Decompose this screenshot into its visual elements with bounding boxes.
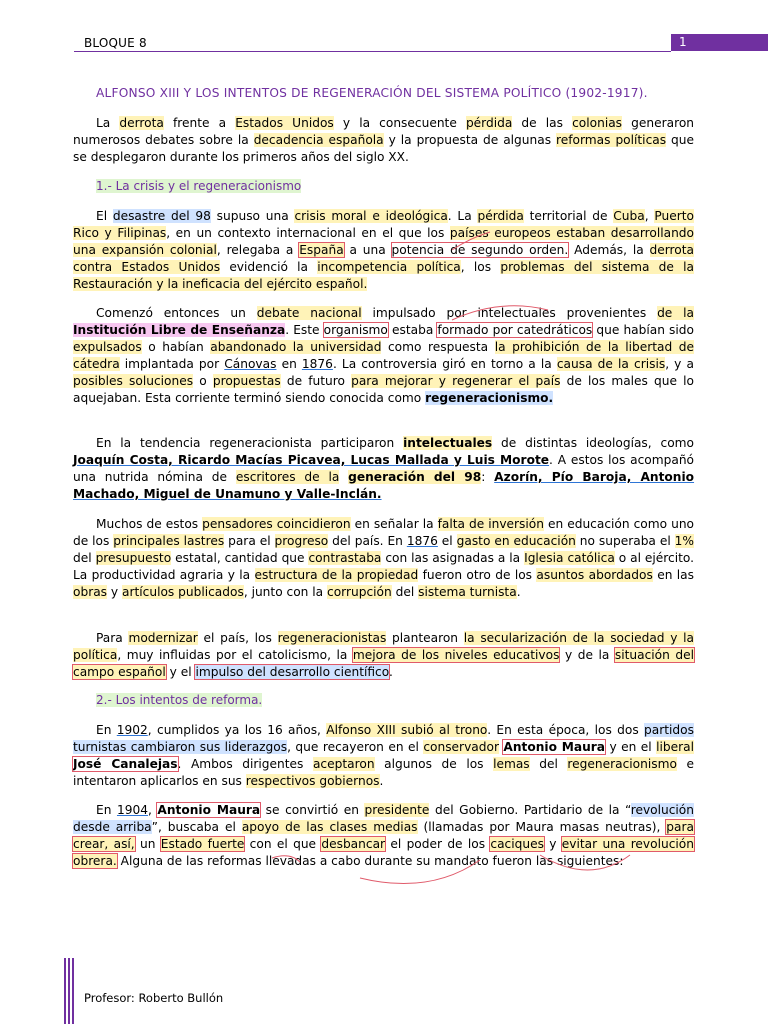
highlight: falta de inversión xyxy=(437,517,544,531)
text-run: La xyxy=(96,116,120,130)
text-run: algunos de los xyxy=(374,757,494,771)
underlined-term: 1902 xyxy=(116,723,148,737)
text-run: (llamadas por Maura masas neutras), xyxy=(417,820,667,834)
text-run: Muchos de estos xyxy=(96,517,203,531)
highlight: conservador xyxy=(423,740,499,754)
highlight-key-term: regeneracionismo. xyxy=(425,391,554,405)
highlight: progreso xyxy=(274,534,329,548)
highlight: incompetencia política xyxy=(317,260,461,274)
highlight: artículos publicados xyxy=(122,585,244,599)
text-run: con las asignadas a la xyxy=(381,551,525,565)
highlight: causa de la crisis xyxy=(556,357,666,371)
text-run: un xyxy=(134,837,161,851)
highlight: colonias xyxy=(572,116,623,130)
text-run: . A estos los acompañó una nutrida nómina de xyxy=(73,453,695,484)
text-run: : xyxy=(481,470,495,484)
text-run: generaron numerosos debates sobre la xyxy=(73,116,695,147)
text-run: de futuro xyxy=(280,374,352,388)
highlight: pensadores coincidieron xyxy=(202,517,351,531)
text-run: que se desplegaron durante los primeros años del siglo XX. xyxy=(73,133,695,164)
text-run: y la consecuente xyxy=(333,116,466,130)
highlight: crisis moral e ideológica xyxy=(294,209,448,223)
boxed-term: formado por catedráticos xyxy=(437,323,593,337)
text-run: estaba xyxy=(387,323,438,337)
highlight: principales lastres xyxy=(113,534,225,548)
text-run: y de la xyxy=(559,648,615,662)
text-run: y en el xyxy=(605,740,657,754)
highlight: liberal xyxy=(656,740,695,754)
section-heading-text: 2.- Los intentos de reforma. xyxy=(96,693,263,707)
text-run: . Este xyxy=(285,323,324,337)
text-run: , que recayeron en el xyxy=(287,740,424,754)
text-run: el poder de los xyxy=(385,837,491,851)
highlight: corrupción xyxy=(327,585,392,599)
text-run: y el xyxy=(165,665,196,679)
highlight: para mejorar y regenerar el país xyxy=(351,374,561,388)
text-run: por intelectuales xyxy=(446,306,556,320)
footer-accent-bars xyxy=(64,958,74,1024)
text-run: . xyxy=(379,774,384,788)
text-run: el xyxy=(437,534,457,548)
highlight: modernizar xyxy=(128,631,198,645)
text-run: . La controversia giró en torno a la xyxy=(332,357,557,371)
paragraph-intellectuals xyxy=(73,435,694,503)
boxed-name: Antonio Maura xyxy=(503,740,606,754)
highlight: la prohibición de la libertad de cátedra xyxy=(73,340,694,371)
text-run: . La xyxy=(447,209,478,223)
underlined-names: Joaquín Costa, Ricardo Macías Picavea, Lucas Mallada y Luis Morote xyxy=(73,453,550,467)
text-run: territorial de xyxy=(523,209,614,223)
text-run: no superaba el xyxy=(575,534,675,548)
highlight: debate nacional xyxy=(256,306,362,320)
highlight: abandonado la universidad xyxy=(210,340,382,354)
header-title: BLOQUE 8 xyxy=(84,36,147,50)
underlined-term: Cánovas xyxy=(224,357,277,371)
boxed-term: mejora de los niveles educativos xyxy=(352,648,560,662)
text-run: Comenzó entonces un xyxy=(96,306,257,320)
text-run: y la propuesta de algunas xyxy=(383,133,557,147)
text-run: de los males que lo aquejaban. Esta corriente terminó siendo conocida como xyxy=(73,374,694,405)
text-run: , xyxy=(644,209,655,223)
text-run: frente a xyxy=(163,116,236,130)
text-run: con el que xyxy=(244,837,322,851)
section-heading-2 xyxy=(96,693,262,707)
highlight: presupuesto xyxy=(95,551,172,565)
text-run: el país, los xyxy=(197,631,278,645)
section-heading-1 xyxy=(96,179,301,193)
highlight: expulsados xyxy=(73,340,142,354)
highlight: desastre del 98 xyxy=(112,209,211,223)
text-run: a una xyxy=(343,243,392,257)
highlight: decadencia española xyxy=(253,133,384,147)
highlight-institution: Institución Libre de Enseñanza xyxy=(73,323,286,337)
highlight: generación del 98 xyxy=(348,470,482,484)
highlight: pérdida xyxy=(477,209,524,223)
boxed-name: José Canalejas xyxy=(73,757,178,771)
highlight: pérdida xyxy=(465,116,513,130)
boxed-term: caciques xyxy=(490,837,544,851)
boxed-term: situación del campo español xyxy=(73,648,694,679)
highlight: Iglesia católica xyxy=(524,551,615,565)
paragraph-debate xyxy=(73,305,694,407)
text-run: , relegaba a xyxy=(216,243,300,257)
text-run: de distintas ideologías, como xyxy=(492,436,694,450)
highlight: obras xyxy=(73,585,108,599)
highlight: de la xyxy=(657,306,695,320)
paragraph-modernize xyxy=(73,630,694,681)
text-run: Alguna de las reformas llevadas a cabo durante su mandato fueron las siguientes: xyxy=(116,854,624,868)
text-run: En la tendencia regeneracionista participaron xyxy=(96,436,404,450)
text-run: del xyxy=(529,757,568,771)
document-title: ALFONSO XIII Y LOS INTENTOS DE REGENERACIÓN DEL SISTEMA POLÍTICO (1902-1917). xyxy=(96,86,648,100)
boxed-term: para crear, así, xyxy=(73,820,694,851)
text-run: , junto con la xyxy=(243,585,328,599)
text-run: o xyxy=(193,374,213,388)
text-run: como respuesta xyxy=(381,340,495,354)
text-run: En xyxy=(96,803,117,817)
highlight: regeneracionistas xyxy=(277,631,387,645)
boxed-term: organismo xyxy=(323,323,388,337)
paragraph-maura xyxy=(73,802,694,870)
text-run: del xyxy=(391,585,419,599)
highlight: lemas xyxy=(493,757,530,771)
highlight: derrota xyxy=(119,116,164,130)
text-run: o habían xyxy=(141,340,211,354)
paragraph-crisis xyxy=(73,208,694,293)
highlight: partidos turnistas cambiaron sus liderazgos xyxy=(73,723,694,754)
text-run: del xyxy=(73,551,96,565)
highlight: problemas del sistema de la Restauración y la ineficacia del ejército español. xyxy=(73,260,695,291)
highlight: aceptaron xyxy=(312,757,375,771)
page-number-box xyxy=(671,34,768,51)
text-run: para el xyxy=(224,534,275,548)
text-run: evidenció la xyxy=(220,260,318,274)
boxed-term: impulso del desarrollo científico xyxy=(195,665,389,679)
underlined-term: 1904 xyxy=(116,803,148,817)
boxed-term: desbancar xyxy=(321,837,386,851)
text-run: del país. En xyxy=(328,534,407,548)
highlight: países europeos estaban desarrollando una expansión colonial xyxy=(73,226,694,257)
text-run: en educación como uno de los xyxy=(73,517,694,548)
paragraph-alfonso xyxy=(73,722,694,790)
text-run: en las xyxy=(652,568,694,582)
highlight: apoyo de las clases medias xyxy=(241,820,418,834)
text-run: Para xyxy=(96,631,129,645)
underlined-term: 1876 xyxy=(301,357,333,371)
highlight: escritores de la xyxy=(235,470,340,484)
text-run: , cumplidos ya los 16 años, xyxy=(147,723,327,737)
text-run: , y a xyxy=(665,357,694,371)
text-run: en señalar la xyxy=(350,517,438,531)
underlined-term: 1876 xyxy=(406,534,438,548)
highlight: gasto en educación xyxy=(456,534,576,548)
highlight: sistema turnista xyxy=(418,585,517,599)
text-run: ”, buscaba el xyxy=(151,820,242,834)
text-run: plantearon xyxy=(386,631,464,645)
highlight: Cuba xyxy=(613,209,645,223)
underlined-names: Azorín, Pío Baroja, Antonio Machado, Miguel de Unamuno y Valle-Inclán. xyxy=(73,470,695,501)
text-run: , los xyxy=(460,260,501,274)
text-run: fueron otro de los xyxy=(418,568,537,582)
highlight: derrota contra Estados Unidos xyxy=(73,243,694,274)
highlight: Alfonso XIII subió al trono xyxy=(326,723,488,737)
text-run: del Gobierno. Partidario de la “ xyxy=(429,803,631,817)
text-run: . xyxy=(389,665,393,679)
text-run: que habían sido xyxy=(592,323,694,337)
highlight: estructura de la propiedad xyxy=(254,568,419,582)
text-run: provenientes xyxy=(555,306,658,320)
highlight: propuestas xyxy=(212,374,281,388)
highlight: regeneracionismo xyxy=(567,757,677,771)
text-run: se convirtió en xyxy=(260,803,365,817)
paragraph-intro xyxy=(73,115,694,166)
text-run: Además, la xyxy=(568,243,650,257)
highlight: revolución desde arriba xyxy=(73,803,694,834)
section-heading-text: 1.- La crisis y el regeneracionismo xyxy=(96,179,302,193)
boxed-term: Estado fuerte xyxy=(160,837,245,851)
highlight: intelectuales xyxy=(403,436,493,450)
highlight: reformas políticas xyxy=(556,133,667,147)
text-run: El xyxy=(96,209,113,223)
highlight: posibles soluciones xyxy=(73,374,194,388)
header-rule xyxy=(74,51,671,52)
highlight: Puerto Rico y Filipinas xyxy=(73,209,694,240)
text-run: y xyxy=(543,837,562,851)
highlight: presidente xyxy=(364,803,430,817)
paragraph-education xyxy=(73,516,694,601)
text-run: impulsado xyxy=(361,306,447,320)
highlight: la secularización de la sociedad y la política xyxy=(73,631,695,662)
text-run: o al ejército. La productividad agraria y la xyxy=(73,551,695,582)
text-run: supuso una xyxy=(210,209,295,223)
text-run: . xyxy=(516,585,521,599)
highlight: Estados Unidos xyxy=(235,116,334,130)
footer-author: Profesor: Roberto Bullón xyxy=(84,991,224,1005)
text-run: , muy influidas por el catolicismo, la xyxy=(117,648,353,662)
text-run: e intentaron aplicarlos en sus xyxy=(73,757,694,788)
text-run: en xyxy=(276,357,302,371)
highlight: respectivos gobiernos xyxy=(245,774,380,788)
text-run: implantada por xyxy=(119,357,225,371)
text-run: de las xyxy=(512,116,573,130)
boxed-term: potencia de segundo orden. xyxy=(391,243,569,257)
text-run: En xyxy=(96,723,117,737)
boxed-term: España xyxy=(299,243,344,257)
text-run: . En esta época, los dos xyxy=(487,723,645,737)
highlight: 1% xyxy=(674,534,694,548)
highlight: asuntos abordados xyxy=(536,568,653,582)
text-run: , xyxy=(148,803,158,817)
highlight: contrastaba xyxy=(308,551,382,565)
boxed-term: evitar una revolución obrera. xyxy=(73,837,694,868)
text-run: y xyxy=(107,585,122,599)
boxed-name: Antonio Maura xyxy=(157,803,261,817)
text-run: , en un contexto internacional en el que los xyxy=(166,226,450,240)
page-number: 1 xyxy=(679,35,687,49)
text-run: estatal, cantidad que xyxy=(171,551,309,565)
text-run: . Ambos dirigentes xyxy=(177,757,313,771)
